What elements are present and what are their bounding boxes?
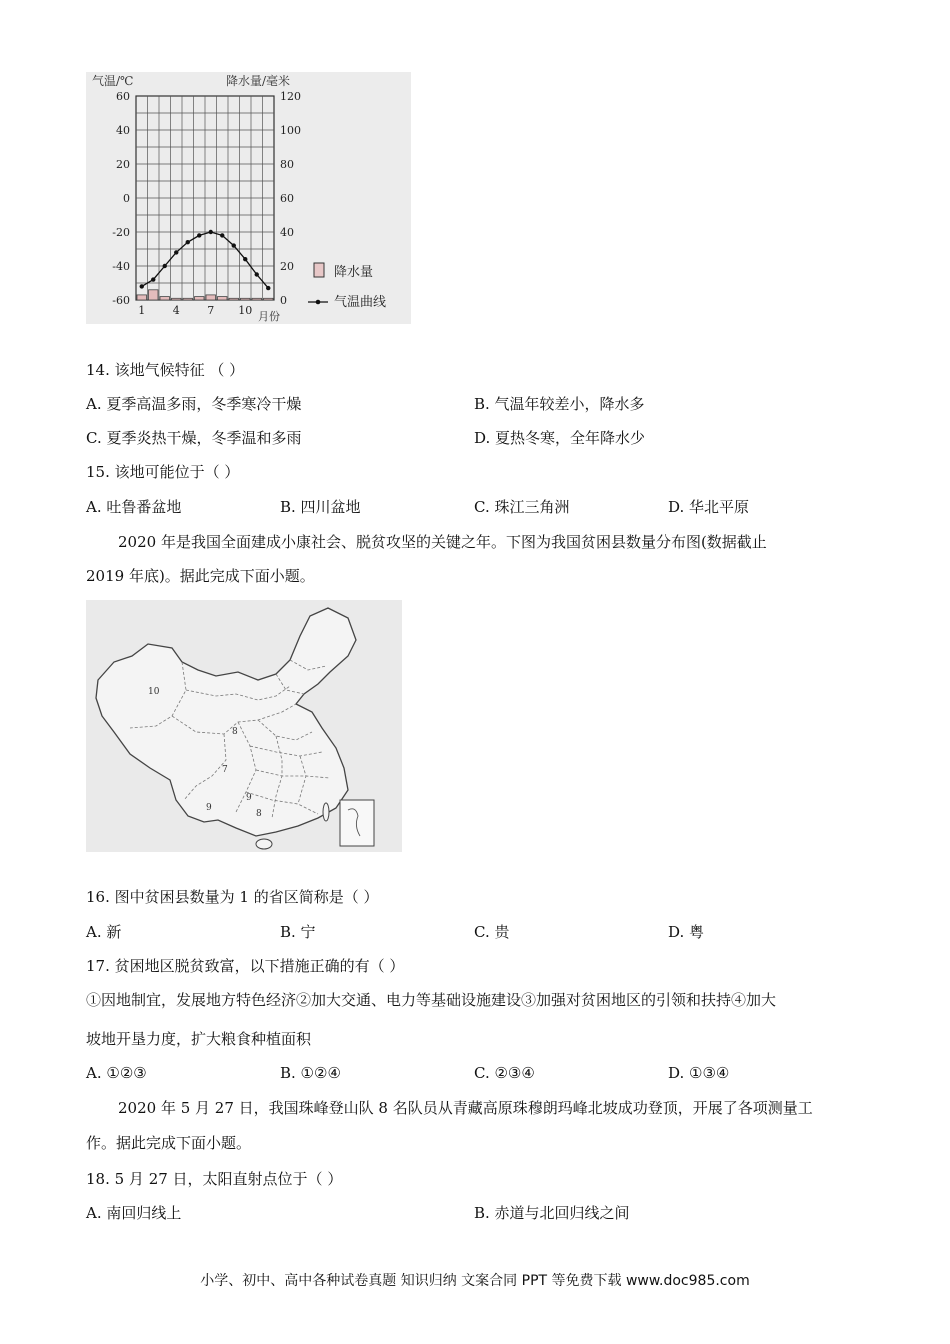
right-tick-label: 0 bbox=[280, 294, 287, 307]
q17-option-c[interactable]: C. ②③④ bbox=[474, 1064, 535, 1082]
q18-stem: 18. 5 月 27 日，太阳直射点位于（ ） bbox=[86, 1170, 343, 1188]
q15-option-a[interactable]: A. 吐鲁番盆地 bbox=[86, 498, 182, 516]
precip-bar bbox=[206, 295, 216, 300]
precip-bar bbox=[195, 297, 205, 300]
right-tick-label: 20 bbox=[280, 260, 294, 273]
x-tick-label: 7 bbox=[207, 304, 215, 317]
temperature-point bbox=[197, 233, 201, 237]
legend-temp-dot bbox=[316, 300, 321, 305]
x-unit-label: 月份 bbox=[258, 310, 280, 323]
precip-bar bbox=[149, 290, 159, 300]
precip-bar bbox=[137, 295, 147, 300]
temperature-point bbox=[186, 240, 190, 244]
q16-stem: 16. 图中贫困县数量为 1 的省区简称是（ ） bbox=[86, 888, 379, 906]
precip-bar bbox=[264, 298, 274, 300]
poverty-map-svg bbox=[86, 600, 402, 852]
precip-bar bbox=[172, 298, 182, 300]
temperature-point bbox=[266, 286, 270, 290]
left-tick-label: -40 bbox=[112, 260, 130, 273]
temperature-point bbox=[163, 264, 167, 268]
temperature-point bbox=[232, 243, 236, 247]
intro2-line2: 2019 年底)。据此完成下面小题。 bbox=[86, 567, 315, 585]
precip-bar bbox=[229, 298, 239, 300]
page-footer[interactable]: 小学、初中、高中各种试卷真题 知识归纳 文案合同 PPT 等免费下载 www.doc985.com bbox=[200, 1273, 750, 1289]
precip-bar bbox=[218, 297, 228, 300]
q14-option-d[interactable]: D. 夏热冬寒，全年降水少 bbox=[474, 429, 646, 447]
china-outline bbox=[96, 608, 356, 836]
q14-option-c[interactable]: C. 夏季炎热干燥，冬季温和多雨 bbox=[86, 429, 302, 447]
left-tick-label: 60 bbox=[116, 90, 130, 103]
left-tick-label: 20 bbox=[116, 158, 130, 171]
x-tick-label: 4 bbox=[172, 304, 180, 317]
temperature-point bbox=[151, 277, 155, 281]
right-tick-label: 100 bbox=[280, 124, 301, 137]
legend-precip-swatch bbox=[314, 263, 324, 277]
map-label-gansu: 8 bbox=[232, 727, 238, 737]
intro2-line1: 2020 年是我国全面建成小康社会、脱贫攻坚的关键之年。下图为我国贫困县数量分布图(数据截止 bbox=[118, 533, 767, 551]
intro3-line1: 2020 年 5 月 27 日，我国珠峰登山队 8 名队员从青藏高原珠穆朗玛峰北坡成功登顶，开展了各项测量工 bbox=[118, 1099, 813, 1117]
taiwan-island bbox=[323, 803, 329, 821]
temperature-point bbox=[243, 257, 247, 261]
q15-option-b[interactable]: B. 四川盆地 bbox=[280, 498, 361, 516]
x-tick-label: 10 bbox=[238, 304, 253, 317]
right-tick-label: 40 bbox=[280, 226, 294, 239]
left-tick-label: 0 bbox=[123, 192, 130, 205]
left-tick-label: -60 bbox=[112, 294, 130, 307]
q17-option-a[interactable]: A. ①②③ bbox=[86, 1064, 147, 1082]
precip-bar bbox=[160, 297, 170, 300]
map-label-sichuan: 7 bbox=[222, 765, 228, 775]
q16-option-a[interactable]: A. 新 bbox=[86, 923, 122, 941]
q18-option-a[interactable]: A. 南回归线上 bbox=[86, 1204, 182, 1222]
temperature-point bbox=[209, 230, 213, 234]
x-tick-label: 1 bbox=[138, 304, 146, 317]
q15-stem: 15. 该地可能位于（ ） bbox=[86, 463, 240, 481]
q17-statements-line1: ①因地制宜，发展地方特色经济②加大交通、电力等基础设施建设③加强对贫困地区的引领和扶持④加大 bbox=[86, 991, 777, 1009]
temperature-point bbox=[174, 250, 178, 254]
left-tick-label: -20 bbox=[112, 226, 130, 239]
chart-legend bbox=[308, 263, 386, 310]
precip-bar bbox=[183, 298, 193, 300]
q16-option-b[interactable]: B. 宁 bbox=[280, 923, 316, 941]
precip-bar bbox=[252, 298, 262, 300]
q17-statements-line2: 坡地开垦力度，扩大粮食种植面积 bbox=[86, 1030, 312, 1048]
left-axis-label: 气温/℃ bbox=[92, 74, 134, 88]
legend-temp-label: 气温曲线 bbox=[334, 295, 387, 310]
temperature-point bbox=[220, 233, 224, 237]
map-label-guizhou: 9 bbox=[246, 793, 252, 803]
south-china-sea-inset bbox=[340, 800, 374, 846]
q16-option-c[interactable]: C. 贵 bbox=[474, 923, 510, 941]
q15-option-c[interactable]: C. 珠江三角洲 bbox=[474, 498, 570, 516]
right-tick-label: 120 bbox=[280, 90, 301, 103]
q17-stem: 17. 贫困地区脱贫致富，以下措施正确的有（ ） bbox=[86, 957, 405, 975]
legend-precip-label: 降水量 bbox=[334, 265, 374, 280]
right-tick-label: 80 bbox=[280, 158, 294, 171]
poverty-map bbox=[86, 600, 402, 852]
q16-option-d[interactable]: D. 粤 bbox=[668, 923, 705, 941]
climate-chart-svg bbox=[86, 72, 411, 324]
q14-stem: 14. 该地气候特征 （ ） bbox=[86, 361, 245, 379]
q17-option-d[interactable]: D. ①③④ bbox=[668, 1064, 730, 1082]
right-axis-label: 降水量/毫米 bbox=[226, 74, 291, 88]
left-tick-label: 40 bbox=[116, 124, 130, 137]
climate-chart bbox=[86, 72, 411, 324]
intro3-line2: 作。据此完成下面小题。 bbox=[86, 1134, 252, 1152]
q18-option-b[interactable]: B. 赤道与北回归线之间 bbox=[474, 1204, 630, 1222]
map-label-xinjiang: 10 bbox=[148, 687, 160, 697]
map-label-yunnan: 9 bbox=[206, 803, 212, 813]
right-tick-label: 60 bbox=[280, 192, 294, 205]
temperature-point bbox=[255, 272, 259, 276]
map-label-guangxi: 8 bbox=[256, 809, 262, 819]
q15-option-d[interactable]: D. 华北平原 bbox=[668, 498, 750, 516]
q17-option-b[interactable]: B. ①②④ bbox=[280, 1064, 341, 1082]
q14-option-b[interactable]: B. 气温年较差小，降水多 bbox=[474, 395, 645, 413]
hainan-island bbox=[256, 839, 272, 849]
temperature-point bbox=[140, 284, 144, 288]
precip-bar bbox=[241, 298, 251, 300]
q14-option-a[interactable]: A. 夏季高温多雨，冬季寒冷干燥 bbox=[86, 395, 302, 413]
